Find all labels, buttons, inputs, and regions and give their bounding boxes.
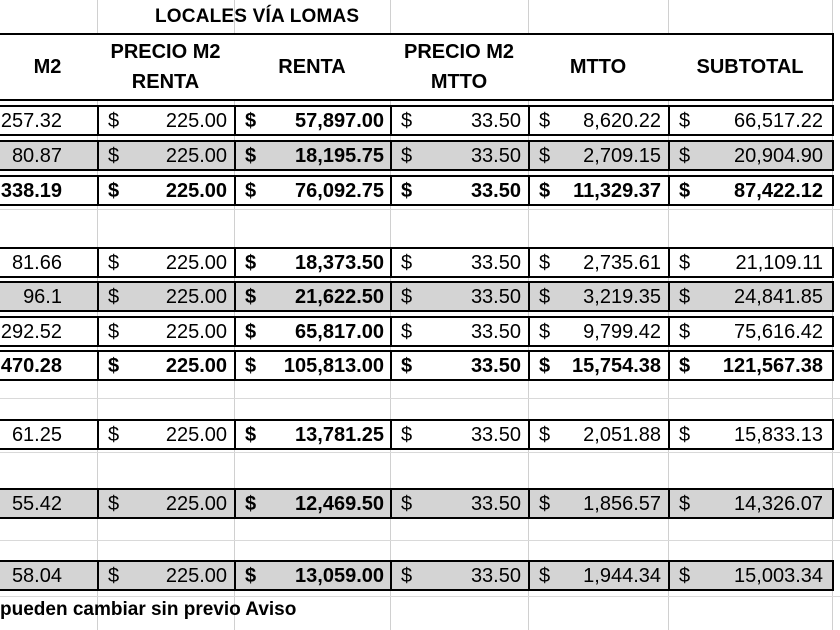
cell-precio-mtto[interactable] — [390, 419, 530, 450]
cell-precio-mtto[interactable] — [390, 140, 530, 171]
cell-value: 292.52 — [0, 321, 62, 343]
cell-precio-mtto[interactable] — [390, 247, 530, 278]
table-row — [0, 247, 840, 278]
currency-symbol: $ — [679, 355, 691, 377]
currency-symbol: $ — [679, 145, 691, 167]
cell-value: 58.04 — [11, 565, 62, 587]
cell-m2[interactable] — [0, 140, 99, 171]
currency-symbol: $ — [401, 286, 413, 308]
cell-mtto[interactable] — [528, 488, 670, 519]
currency-symbol: $ — [245, 286, 257, 308]
cell-value: 225.00 — [165, 424, 227, 446]
cell-value: 8,620.22 — [583, 110, 661, 132]
currency-symbol: $ — [539, 180, 551, 202]
currency-symbol: $ — [245, 110, 257, 132]
cell-value: 33.50 — [470, 145, 521, 167]
cell-renta[interactable] — [234, 488, 392, 519]
cell-subtotal[interactable] — [668, 281, 834, 312]
cell-subtotal[interactable] — [668, 316, 834, 347]
cell-subtotal[interactable] — [668, 247, 834, 278]
currency-symbol: $ — [679, 565, 691, 587]
cell-value: 1,944.34 — [583, 565, 661, 587]
cell-precio-renta[interactable] — [97, 316, 236, 347]
cell-precio-renta[interactable] — [97, 488, 236, 519]
cell-precio-mtto[interactable] — [390, 281, 530, 312]
cell-value: 12,469.50 — [295, 493, 384, 515]
cell-value: 9,799.42 — [583, 321, 661, 343]
cell-value: 33.50 — [470, 110, 521, 132]
currency-symbol: $ — [108, 110, 120, 132]
cell-value: 33.50 — [470, 252, 521, 274]
header-line: PRECIO M2 — [110, 41, 221, 63]
currency-symbol: $ — [245, 424, 257, 446]
footer-note: pueden cambiar sin previo Aviso — [0, 599, 297, 620]
cell-value: 2,709.15 — [583, 145, 661, 167]
table-row — [0, 281, 840, 312]
cell-value: 11,329.37 — [573, 180, 661, 202]
currency-symbol: $ — [401, 180, 413, 202]
cell-precio-renta[interactable] — [97, 350, 236, 381]
currency-symbol: $ — [245, 180, 257, 202]
cell-value: 470.28 — [0, 355, 62, 377]
cell-value: 225.00 — [165, 252, 227, 274]
header-renta-label: RENTA — [278, 56, 346, 78]
cell-m2[interactable] — [0, 560, 99, 591]
cell-precio-mtto[interactable] — [390, 488, 530, 519]
cell-mtto[interactable] — [528, 560, 670, 591]
currency-symbol: $ — [539, 565, 551, 587]
cell-value: 2,735.61 — [583, 252, 661, 274]
header-subtotal-label: SUBTOTAL — [696, 56, 804, 78]
cell-value: 15,833.13 — [734, 424, 823, 446]
cell-precio-mtto[interactable] — [390, 316, 530, 347]
cell-precio-renta[interactable] — [97, 419, 236, 450]
currency-symbol: $ — [245, 355, 257, 377]
gridline — [0, 398, 840, 399]
table-row — [0, 316, 840, 347]
cell-m2[interactable] — [0, 175, 99, 206]
header-line: RENTA — [131, 71, 200, 93]
gridline — [0, 596, 840, 597]
table-row — [0, 560, 840, 591]
table-row — [0, 105, 840, 136]
currency-symbol: $ — [539, 286, 551, 308]
cell-value: 15,754.38 — [572, 355, 661, 377]
cell-value: 225.00 — [165, 321, 227, 343]
cell-m2[interactable] — [0, 316, 99, 347]
currency-symbol: $ — [245, 493, 257, 515]
cell-value: 18,373.50 — [295, 252, 384, 274]
currency-symbol: $ — [539, 424, 551, 446]
cell-value: 87,422.12 — [734, 180, 823, 202]
cell-precio-mtto[interactable] — [390, 105, 530, 136]
cell-mtto[interactable] — [528, 316, 670, 347]
cell-value: 33.50 — [470, 565, 521, 587]
cell-value: 76,092.75 — [295, 180, 384, 202]
cell-value: 33.50 — [470, 286, 521, 308]
cell-precio-renta[interactable] — [97, 175, 236, 206]
currency-symbol: $ — [539, 252, 551, 274]
cell-renta[interactable] — [234, 140, 392, 171]
currency-symbol: $ — [679, 424, 691, 446]
currency-symbol: $ — [401, 321, 413, 343]
cell-value: 225.00 — [165, 286, 227, 308]
cell-precio-renta[interactable] — [97, 105, 236, 136]
cell-value: 338.19 — [0, 180, 62, 202]
header-line: PRECIO M2 — [403, 41, 515, 63]
cell-value: 33.50 — [470, 321, 521, 343]
cell-value: 2,051.88 — [583, 424, 661, 446]
cell-mtto[interactable] — [528, 350, 670, 381]
cell-subtotal[interactable] — [668, 419, 834, 450]
cell-renta[interactable] — [234, 105, 392, 136]
currency-symbol: $ — [401, 565, 413, 587]
currency-symbol: $ — [539, 110, 551, 132]
cell-value: 225.00 — [165, 355, 227, 377]
cell-value: 13,781.25 — [295, 424, 384, 446]
cell-value: 225.00 — [165, 110, 227, 132]
cell-value: 24,841.85 — [734, 286, 823, 308]
table-row — [0, 175, 840, 206]
cell-value: 21,622.50 — [295, 286, 384, 308]
currency-symbol: $ — [108, 565, 120, 587]
cell-mtto[interactable] — [528, 175, 670, 206]
cell-subtotal[interactable] — [668, 105, 834, 136]
cell-value: 21,109.11 — [735, 252, 823, 274]
gridline — [0, 209, 840, 210]
cell-subtotal[interactable] — [668, 140, 834, 171]
cell-m2[interactable] — [0, 350, 99, 381]
currency-symbol: $ — [539, 493, 551, 515]
cell-value: 225.00 — [165, 180, 227, 202]
currency-symbol: $ — [679, 493, 691, 515]
currency-symbol: $ — [108, 321, 120, 343]
currency-symbol: $ — [679, 252, 691, 274]
cell-precio-renta[interactable] — [97, 247, 236, 278]
cell-value: 75,616.42 — [734, 321, 823, 343]
cell-subtotal[interactable] — [668, 488, 834, 519]
currency-symbol: $ — [401, 252, 413, 274]
cell-renta[interactable] — [234, 281, 392, 312]
cell-mtto[interactable] — [528, 140, 670, 171]
header-m2-label: M2 — [33, 56, 62, 78]
header-mtto[interactable] — [528, 33, 670, 101]
cell-subtotal[interactable] — [668, 560, 834, 591]
cell-precio-mtto[interactable] — [390, 175, 530, 206]
currency-symbol: $ — [108, 355, 120, 377]
cell-mtto[interactable] — [528, 247, 670, 278]
cell-mtto[interactable] — [528, 419, 670, 450]
cell-value: 65,817.00 — [295, 321, 384, 343]
cell-value: 257.32 — [0, 110, 62, 132]
table-row — [0, 140, 840, 171]
cell-value: 20,904.90 — [734, 145, 823, 167]
cell-m2[interactable] — [0, 281, 99, 312]
currency-symbol: $ — [245, 321, 257, 343]
cell-value: 55.42 — [11, 493, 62, 515]
currency-symbol: $ — [539, 321, 551, 343]
cell-value: 18,195.75 — [295, 145, 384, 167]
header-renta[interactable] — [234, 33, 392, 101]
cell-value: 33.50 — [470, 424, 521, 446]
cell-precio-renta[interactable] — [97, 140, 236, 171]
cell-subtotal[interactable] — [668, 175, 834, 206]
cell-value: 14,326.07 — [734, 493, 823, 515]
cell-renta[interactable] — [234, 350, 392, 381]
currency-symbol: $ — [401, 424, 413, 446]
currency-symbol: $ — [108, 493, 120, 515]
currency-symbol: $ — [245, 145, 257, 167]
cell-renta[interactable] — [234, 419, 392, 450]
cell-value: 81.66 — [11, 252, 62, 274]
header-line: MTTO — [430, 71, 488, 93]
currency-symbol: $ — [108, 424, 120, 446]
currency-symbol: $ — [108, 145, 120, 167]
cell-renta[interactable] — [234, 247, 392, 278]
currency-symbol: $ — [401, 493, 413, 515]
cell-value: 225.00 — [165, 565, 227, 587]
cell-value: 225.00 — [165, 493, 227, 515]
header-precio-m2-mtto[interactable] — [390, 33, 530, 101]
cell-renta[interactable] — [234, 560, 392, 591]
currency-symbol: $ — [108, 180, 120, 202]
cell-value: 33.50 — [470, 493, 521, 515]
header-mtto-label: MTTO — [569, 56, 627, 78]
cell-value: 61.25 — [11, 424, 62, 446]
currency-symbol: $ — [539, 145, 551, 167]
currency-symbol: $ — [108, 252, 120, 274]
cell-value: 3,219.35 — [583, 286, 661, 308]
cell-value: 80.87 — [11, 145, 62, 167]
cell-value: 105,813.00 — [283, 355, 384, 377]
sheet-title: LOCALES VÍA LOMAS — [155, 6, 360, 27]
currency-symbol: $ — [679, 110, 691, 132]
cell-subtotal[interactable] — [668, 350, 834, 381]
header-subtotal[interactable] — [668, 33, 834, 101]
cell-value: 1,856.57 — [583, 493, 661, 515]
cell-value: 15,003.34 — [734, 565, 823, 587]
gridline — [0, 540, 840, 541]
currency-symbol: $ — [108, 286, 120, 308]
currency-symbol: $ — [245, 565, 257, 587]
cell-precio-renta[interactable] — [97, 560, 236, 591]
currency-symbol: $ — [679, 321, 691, 343]
cell-value: 33.50 — [470, 180, 521, 202]
header-precio-m2-renta[interactable] — [97, 33, 236, 101]
cell-value: 57,897.00 — [295, 110, 384, 132]
cell-value: 96.1 — [23, 286, 62, 308]
cell-precio-mtto[interactable] — [390, 560, 530, 591]
cell-m2[interactable] — [0, 247, 99, 278]
currency-symbol: $ — [401, 110, 413, 132]
cell-m2[interactable] — [0, 488, 99, 519]
currency-symbol: $ — [245, 252, 257, 274]
table-row — [0, 488, 840, 519]
currency-symbol: $ — [679, 286, 691, 308]
cell-mtto[interactable] — [528, 105, 670, 136]
gridline — [0, 452, 840, 453]
currency-symbol: $ — [401, 145, 413, 167]
cell-precio-renta[interactable] — [97, 281, 236, 312]
cell-value: 121,567.38 — [722, 355, 823, 377]
cell-value: 66,517.22 — [734, 110, 823, 132]
cell-m2[interactable] — [0, 105, 99, 136]
header-m2[interactable] — [0, 33, 99, 101]
cell-m2[interactable] — [0, 419, 99, 450]
cell-renta[interactable] — [234, 316, 392, 347]
currency-symbol: $ — [401, 355, 413, 377]
currency-symbol: $ — [539, 355, 551, 377]
cell-value: 13,059.00 — [295, 565, 384, 587]
cell-value: 225.00 — [165, 145, 227, 167]
table-row — [0, 350, 840, 381]
cell-mtto[interactable] — [528, 281, 670, 312]
currency-symbol: $ — [679, 180, 691, 202]
cell-value: 33.50 — [470, 355, 521, 377]
table-row — [0, 419, 840, 450]
cell-precio-mtto[interactable] — [390, 350, 530, 381]
cell-renta[interactable] — [234, 175, 392, 206]
